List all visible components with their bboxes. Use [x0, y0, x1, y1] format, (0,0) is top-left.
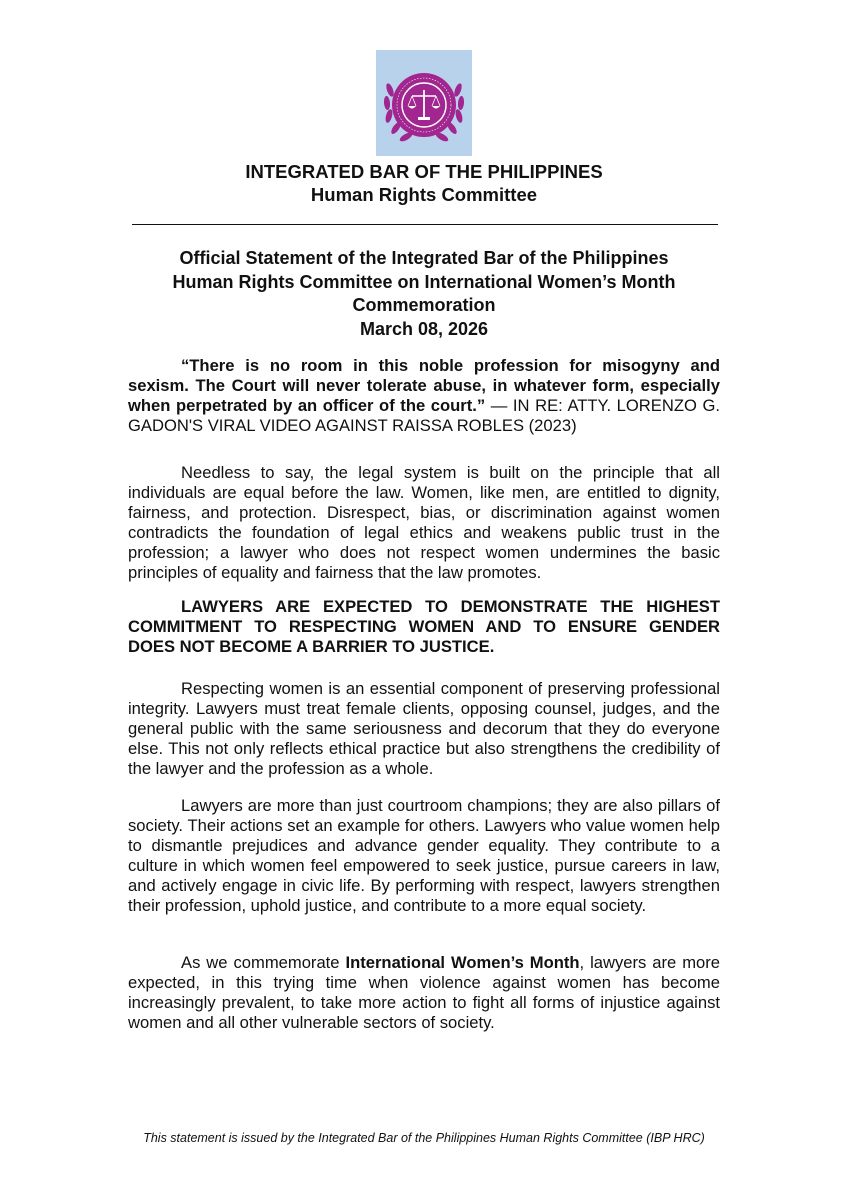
title-line: Official Statement of the Integrated Bar of the Philippines	[179, 248, 669, 268]
footer-note: This statement is issued by the Integrated Bar of the Philippines Human Rights Committee (IBP HRC)	[143, 1131, 705, 1145]
quote-citation: — IN RE: ATTY. LORENZO G. GADON'S VIRAL VIDEO AGAINST RAISSA ROBLES (2023)	[128, 395, 720, 435]
organization-name: INTEGRATED BAR OF THE PHILIPPINES	[245, 161, 603, 182]
ibp-human-rights-seal-icon	[376, 50, 472, 156]
ibp-hrc-logo	[376, 50, 472, 156]
statement-date: March 08, 2026	[359, 318, 489, 339]
paragraph-text: As we commemorate	[181, 953, 346, 972]
paragraph-text: Lawyers are more than just courtroom champions; they are also pillars of society. Their actions set an example for others. Lawyers who value women help to dismantle prejudices and advance gender equality. They contribute to a culture in which women feel empowered to seek justice, pursue careers in law, and actively engage in civic life. By performing with respect, lawyers strengthen their profession, uphold justice, and contribute to a more equal society.	[128, 796, 720, 915]
paragraph-text: Needless to say, the legal system is built on the principle that all individuals are equal before the law. Women, like men, are entitled to dignity, fairness, and protection. Disrespect, bias, or discrimination against women contradicts the foundation of legal ethics and weakens public trust in the profession; a lawyer who does not respect women undermines the basic principles of equality and fairness that the law promotes.	[128, 463, 720, 582]
paragraph-text: Respecting women is an essential component of preserving professional integrity. Lawyers must treat female clients, opposing counsel, judges, and the general public with the same seriousness and decorum that they do everyone else. This not only reflects ethical practice but also strengthens the credibility of the lawyer and the profession as a whole.	[128, 679, 720, 778]
section-heading-text: LAWYERS ARE EXPECTED TO DEMONSTRATE THE HIGHEST COMMITMENT TO RESPECTING WOMEN AND TO ENSURE GENDER DOES NOT BECOME A BARRIER TO JUSTICE.	[128, 597, 720, 656]
committee-name: Human Rights Committee	[310, 184, 538, 205]
statement-title	[100, 247, 748, 341]
header-divider	[132, 224, 718, 225]
paragraph-text: , lawyers are more expected, in this trying time when violence against women has become increasingly prevalent, to take more action to fight all forms of injustice against women and all other vulnerable sectors of society.	[128, 953, 721, 1032]
quote-text: “There is no room in this noble profession for misogyny and sexism. The Court will never tolerate abuse, in whatever form, especially when perpetrated by an officer of the court.”	[128, 356, 720, 415]
paragraph	[128, 679, 720, 779]
paragraph	[128, 463, 720, 582]
closing-paragraph	[128, 953, 720, 1033]
title-line: Human Rights Committee on International Women’s Month	[172, 271, 676, 292]
section-heading	[128, 597, 720, 657]
opening-quote	[128, 356, 720, 436]
womens-month-emphasis: International Women’s Month	[345, 953, 580, 972]
paragraph	[128, 796, 720, 915]
title-line: Commemoration	[352, 295, 496, 315]
